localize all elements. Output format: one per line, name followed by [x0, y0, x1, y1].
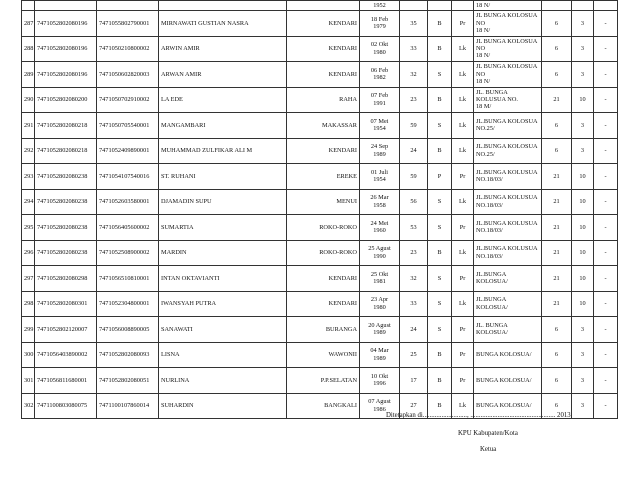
cell-no: 298 — [22, 291, 35, 317]
cell-note: - — [594, 240, 618, 266]
cell-nkk: 7471100803080075 — [35, 393, 97, 419]
cell-no: 289 — [22, 62, 35, 88]
cell-nkk: 7471052802080298 — [35, 266, 97, 292]
cell-marital-status: S — [428, 215, 452, 241]
cell-no: 288 — [22, 36, 35, 62]
cell-marital-status: S — [428, 266, 452, 292]
cell-nik: 7471054107540016 — [97, 164, 159, 190]
cell-nkk: 7471052802080200 — [35, 87, 97, 113]
cell-rt: 6 — [542, 113, 572, 139]
cell-marital-status: B — [428, 36, 452, 62]
cell-marital-status: S — [428, 113, 452, 139]
cell-birthplace: KENDARI — [287, 266, 360, 292]
cell-birthdate: 02 Okt 1980 — [360, 36, 400, 62]
cell-address: BUNGA KOLOSUA/ — [474, 368, 542, 394]
cell-birthdate: 24 Mei 1960 — [360, 215, 400, 241]
cell-nkk: 7471052802080238 — [35, 240, 97, 266]
cell-address: JL.BUNGA KOLOSUA NO.25/ — [474, 113, 542, 139]
cell-sex: Pr — [452, 317, 474, 343]
cell-note: - — [594, 138, 618, 164]
cell-sex: Pr — [452, 215, 474, 241]
cell-note: - — [594, 62, 618, 88]
table-row — [22, 393, 618, 419]
cell-nik: 7471055802790001 — [97, 11, 159, 37]
cell-rt: 6 — [542, 62, 572, 88]
cell-name: INTAN OKTAVIANTI — [159, 266, 287, 292]
cell-marital-status — [428, 1, 452, 11]
cell-rt: 6 — [542, 36, 572, 62]
cell-address: JL BUNGA KOLOSUA NO 18 N/ — [474, 62, 542, 88]
cell-nkk: 7471052802080218 — [35, 138, 97, 164]
cell-age: 24 — [400, 138, 428, 164]
cell-nkk: 7471052802080196 — [35, 11, 97, 37]
table-row — [22, 266, 618, 292]
cell-address: BUNGA KOLOSUA/ — [474, 393, 542, 419]
cell-birthplace: KENDARI — [287, 11, 360, 37]
cell-birthdate: 24 Sep 1989 — [360, 138, 400, 164]
cell-rw: 10 — [572, 215, 594, 241]
cell-note: - — [594, 113, 618, 139]
cell-nik: 7471052802080093 — [97, 342, 159, 368]
cell-name: MUHAMMAD ZULFIKAR ALI M — [159, 138, 287, 164]
cell-age: 23 — [400, 87, 428, 113]
cell-no: 292 — [22, 138, 35, 164]
cell-address: JL BUNGA KOLOSUA NO 18 N/ — [474, 11, 542, 37]
cell-note: - — [594, 393, 618, 419]
cell-rw: 10 — [572, 240, 594, 266]
cell-age: 23 — [400, 240, 428, 266]
cell-birthplace: KENDARI — [287, 36, 360, 62]
cell-address: BUNGA KOLOSUA/ — [474, 342, 542, 368]
table-row — [22, 368, 618, 394]
cell-name: MIRNAWATI GUSTIAN NASRA — [159, 11, 287, 37]
cell-address: JL.BUNGA KOLUSUA NO.18/03/ — [474, 189, 542, 215]
cell-note: - — [594, 266, 618, 292]
cell-sex: Pr — [452, 266, 474, 292]
cell-note — [594, 1, 618, 11]
cell-rw — [572, 1, 594, 11]
cell-name: LA EDE — [159, 87, 287, 113]
cell-name: MARDIN — [159, 240, 287, 266]
cell-no: 301 — [22, 368, 35, 394]
cell-nik: 7471056510810001 — [97, 266, 159, 292]
cell-birthdate: 04 Mar 1989 — [360, 342, 400, 368]
cell-nik: 7471052802080051 — [97, 368, 159, 394]
cell-sex: Pr — [452, 368, 474, 394]
cell-nik — [97, 1, 159, 11]
cell-rt: 21 — [542, 87, 572, 113]
cell-birthdate: 20 Agust 1989 — [360, 317, 400, 343]
cell-name: SANAWATI — [159, 317, 287, 343]
cell-rw: 10 — [572, 291, 594, 317]
cell-rw: 10 — [572, 266, 594, 292]
cell-birthplace — [287, 1, 360, 11]
cell-age: 32 — [400, 266, 428, 292]
cell-note: - — [594, 36, 618, 62]
cell-marital-status: S — [428, 291, 452, 317]
cell-no: 299 — [22, 317, 35, 343]
cell-sex: Lk — [452, 240, 474, 266]
table-row — [22, 342, 618, 368]
cell-rt: 6 — [542, 393, 572, 419]
cell-age: 56 — [400, 189, 428, 215]
cell-note: - — [594, 342, 618, 368]
cell-note: - — [594, 317, 618, 343]
cell-rt: 6 — [542, 317, 572, 343]
cell-birthdate: 23 Apr 1980 — [360, 291, 400, 317]
cell-nkk: 7471052802120007 — [35, 317, 97, 343]
cell-note: - — [594, 368, 618, 394]
cell-no: 296 — [22, 240, 35, 266]
cell-rt: 6 — [542, 342, 572, 368]
cell-birthdate: 18 Feb 1979 — [360, 11, 400, 37]
cell-address: JL. BUNGA KOLUSUA NO. 18 M/ — [474, 87, 542, 113]
cell-age: 32 — [400, 62, 428, 88]
cell-age: 27 — [400, 393, 428, 419]
cell-nkk: 7471056403890002 — [35, 342, 97, 368]
cell-no: 294 — [22, 189, 35, 215]
cell-sex: Lk — [452, 113, 474, 139]
cell-address: JL BUNGA KOLOSUA NO 18 N/ — [474, 36, 542, 62]
cell-birthplace: P.P.SELATAN — [287, 368, 360, 394]
cell-rw: 3 — [572, 368, 594, 394]
table-row — [22, 87, 618, 113]
cell-birthplace: EREKE — [287, 164, 360, 190]
signature-organization: KPU Kabupaten/Kota — [458, 430, 518, 437]
cell-no: 295 — [22, 215, 35, 241]
cell-birthplace: RAHA — [287, 87, 360, 113]
cell-rt: 21 — [542, 189, 572, 215]
cell-name: SUHARDIN — [159, 393, 287, 419]
cell-age: 24 — [400, 317, 428, 343]
cell-birthplace: BURANGA — [287, 317, 360, 343]
cell-marital-status: P — [428, 164, 452, 190]
cell-birthplace: MENUI — [287, 189, 360, 215]
cell-age: 25 — [400, 342, 428, 368]
cell-marital-status: B — [428, 240, 452, 266]
cell-nik: 7471050602820003 — [97, 62, 159, 88]
cell-name: DJAMADIN SUPU — [159, 189, 287, 215]
table-row — [22, 215, 618, 241]
cell-nkk: 7471052802080196 — [35, 62, 97, 88]
cell-rw: 3 — [572, 393, 594, 419]
cell-address: JL.BUNGA KOLUSUA NO.18/03/ — [474, 240, 542, 266]
cell-marital-status: B — [428, 11, 452, 37]
cell-rt: 6 — [542, 138, 572, 164]
cell-no: 300 — [22, 342, 35, 368]
cell-rt: 6 — [542, 11, 572, 37]
table-row — [22, 164, 618, 190]
table-row — [22, 240, 618, 266]
cell-sex: Lk — [452, 62, 474, 88]
cell-birthdate: 25 Okt 1981 — [360, 266, 400, 292]
cell-marital-status: B — [428, 368, 452, 394]
table-row — [22, 113, 618, 139]
cell-rw: 3 — [572, 113, 594, 139]
cell-birthplace: KENDARI — [287, 138, 360, 164]
cell-age — [400, 1, 428, 11]
cell-no: 302 — [22, 393, 35, 419]
cell-birthplace: BANGKALI — [287, 393, 360, 419]
cell-nkk: 7471052802080238 — [35, 164, 97, 190]
cell-birthplace: MAKASSAR — [287, 113, 360, 139]
cell-nik: 7471052304800001 — [97, 291, 159, 317]
cell-name: MANGAMBARI — [159, 113, 287, 139]
cell-marital-status: B — [428, 342, 452, 368]
cell-rw: 3 — [572, 36, 594, 62]
cell-age: 59 — [400, 113, 428, 139]
cell-nik: 7471052409890001 — [97, 138, 159, 164]
cell-nkk: 7471052802080301 — [35, 291, 97, 317]
cell-birthdate: 10 Okt 1996 — [360, 368, 400, 394]
cell-sex: Lk — [452, 189, 474, 215]
cell-nik: 7471052508900002 — [97, 240, 159, 266]
cell-birthdate: 07 Agust 1986 — [360, 393, 400, 419]
cell-birthplace: ROKO-ROKO — [287, 215, 360, 241]
cell-note: - — [594, 189, 618, 215]
voter-table — [21, 0, 618, 419]
table-row — [22, 317, 618, 343]
cell-birthdate: 25 Agust 1990 — [360, 240, 400, 266]
cell-nik: 7471050705540001 — [97, 113, 159, 139]
cell-rt: 21 — [542, 266, 572, 292]
cell-rw: 3 — [572, 317, 594, 343]
cell-sex: Pr — [452, 164, 474, 190]
cell-nik: 7471050702910002 — [97, 87, 159, 113]
cell-no: 291 — [22, 113, 35, 139]
cell-name: ST. RUHANI — [159, 164, 287, 190]
cell-address: JL.BUNGA KOLOSUA/ — [474, 291, 542, 317]
table-row — [22, 62, 618, 88]
cell-address: JL.BUNGA KOLUSUA NO.18/03/ — [474, 215, 542, 241]
cell-age: 59 — [400, 164, 428, 190]
cell-name: ARWIN AMIR — [159, 36, 287, 62]
cell-sex: Lk — [452, 138, 474, 164]
cell-rw: 3 — [572, 138, 594, 164]
cell-name: NURLINA — [159, 368, 287, 394]
cell-nik: 7471056405600002 — [97, 215, 159, 241]
cell-name: IWANSYAH PUTRA — [159, 291, 287, 317]
cell-nkk: 7471052802080218 — [35, 113, 97, 139]
cell-rt — [542, 1, 572, 11]
cell-no: 287 — [22, 11, 35, 37]
cell-birthdate: 1952 — [360, 1, 400, 11]
table-row-partial — [22, 1, 618, 11]
cell-address: JL.BUNGA KOLUSUA NO.18/03/ — [474, 164, 542, 190]
cell-nik: 7471050210800002 — [97, 36, 159, 62]
voter-list-document — [21, 0, 617, 419]
cell-birthdate: 07 Mei 1954 — [360, 113, 400, 139]
cell-no: 297 — [22, 266, 35, 292]
cell-note: - — [594, 215, 618, 241]
cell-nkk: 7471056811680001 — [35, 368, 97, 394]
cell-nkk: 7471052802080196 — [35, 36, 97, 62]
cell-sex — [452, 1, 474, 11]
table-row — [22, 11, 618, 37]
cell-nkk: 7471052802080238 — [35, 189, 97, 215]
cell-address: JL.BUNGA KOLOSUA NO.25/ — [474, 138, 542, 164]
cell-rt: 21 — [542, 240, 572, 266]
cell-no — [22, 1, 35, 11]
signature-date-line: Ditetapkan di.........................., .................................................. 2013 — [386, 412, 571, 419]
cell-sex: Lk — [452, 87, 474, 113]
cell-note: - — [594, 11, 618, 37]
cell-age: 17 — [400, 368, 428, 394]
cell-rt: 21 — [542, 164, 572, 190]
cell-sex: Lk — [452, 36, 474, 62]
cell-marital-status: S — [428, 62, 452, 88]
cell-address: JL. BUNGA KOLOSUA/ — [474, 317, 542, 343]
cell-nik: 7471056008890005 — [97, 317, 159, 343]
cell-birthdate: 26 Mar 1958 — [360, 189, 400, 215]
cell-nik: 7471052603580001 — [97, 189, 159, 215]
cell-name — [159, 1, 287, 11]
cell-address: 18 N/ — [474, 1, 542, 11]
cell-sex: Lk — [452, 393, 474, 419]
table-row — [22, 291, 618, 317]
cell-age: 53 — [400, 215, 428, 241]
cell-rw: 3 — [572, 342, 594, 368]
cell-sex: Pr — [452, 11, 474, 37]
cell-marital-status: S — [428, 317, 452, 343]
cell-note: - — [594, 87, 618, 113]
cell-rt: 21 — [542, 215, 572, 241]
cell-age: 33 — [400, 36, 428, 62]
cell-marital-status: B — [428, 87, 452, 113]
cell-sex: Lk — [452, 291, 474, 317]
cell-rw: 10 — [572, 87, 594, 113]
table-row — [22, 189, 618, 215]
table-row — [22, 138, 618, 164]
cell-age: 35 — [400, 11, 428, 37]
cell-birthdate: 01 Juli 1954 — [360, 164, 400, 190]
cell-note: - — [594, 291, 618, 317]
cell-rt: 6 — [542, 368, 572, 394]
cell-note: - — [594, 164, 618, 190]
cell-name: SUMARTIA — [159, 215, 287, 241]
cell-birthplace: ROKO-ROKO — [287, 240, 360, 266]
cell-birthplace: KENDARI — [287, 62, 360, 88]
signature-role: Ketua — [480, 446, 497, 453]
cell-birthplace: KENDARI — [287, 291, 360, 317]
cell-birthdate: 07 Feb 1991 — [360, 87, 400, 113]
cell-rw: 3 — [572, 62, 594, 88]
cell-no: 290 — [22, 87, 35, 113]
cell-nkk — [35, 1, 97, 11]
cell-rw: 10 — [572, 164, 594, 190]
cell-age: 33 — [400, 291, 428, 317]
cell-nkk: 7471052802080238 — [35, 215, 97, 241]
cell-marital-status: S — [428, 189, 452, 215]
cell-birthplace: WAWONII — [287, 342, 360, 368]
cell-rt: 21 — [542, 291, 572, 317]
cell-address: JL.BUNGA KOLOSUA/ — [474, 266, 542, 292]
cell-rw: 10 — [572, 189, 594, 215]
cell-sex: Pr — [452, 342, 474, 368]
cell-rw: 3 — [572, 11, 594, 37]
cell-no: 293 — [22, 164, 35, 190]
cell-marital-status: B — [428, 393, 452, 419]
table-row — [22, 36, 618, 62]
cell-birthdate: 06 Feb 1982 — [360, 62, 400, 88]
cell-name: LISNA — [159, 342, 287, 368]
cell-marital-status: B — [428, 138, 452, 164]
cell-nik: 7471100107860014 — [97, 393, 159, 419]
cell-name: ARWAN AMIR — [159, 62, 287, 88]
